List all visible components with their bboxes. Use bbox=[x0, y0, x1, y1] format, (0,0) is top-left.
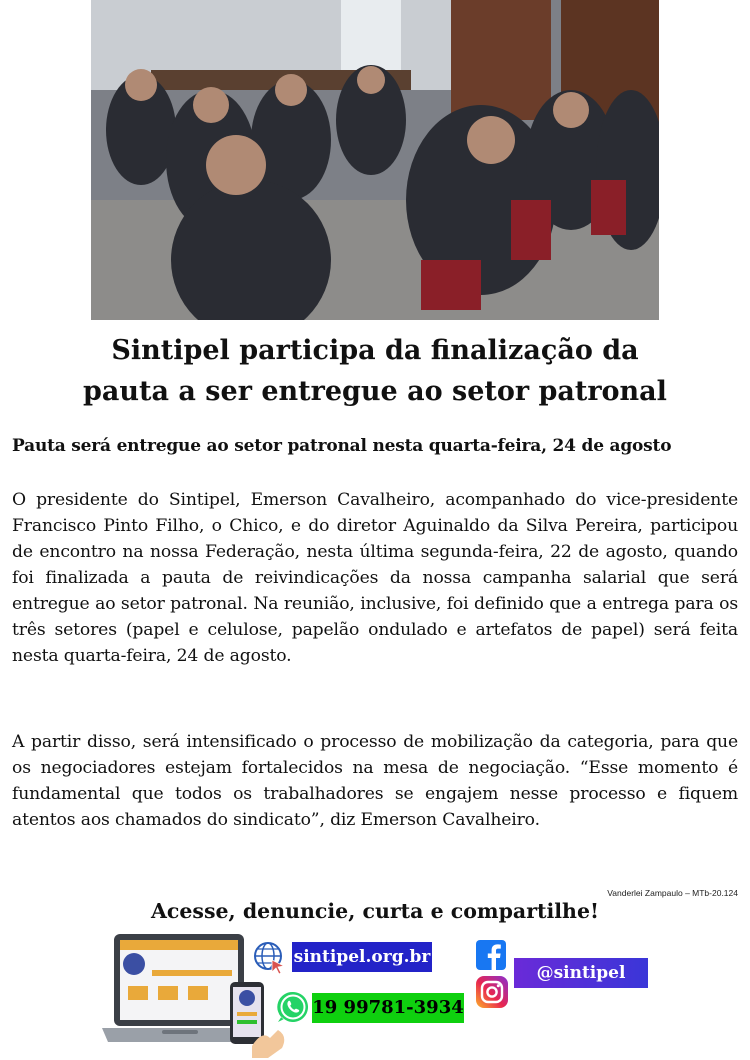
whatsapp-icon[interactable] bbox=[276, 990, 310, 1024]
call-to-action: Acesse, denuncie, curta e compartilhe! bbox=[150, 899, 600, 923]
instagram-handle[interactable]: @sintipel bbox=[514, 958, 648, 988]
body-paragraph-2: A partir disso, será intensificado o processo de mobilização da categoria, para que os negociadores estejam fortalecidos na mesa de negociação. “Esse momento é fundamental que todos os trabalhadores se engajem nesse processo e fiquem atentos aos chamados do sindicato”, diz Emerson Cavalheiro. bbox=[12, 732, 738, 830]
meeting-photo-illustration bbox=[91, 0, 659, 320]
title-line-1: Sintipel participa da finalização da bbox=[111, 335, 639, 366]
website-link[interactable]: sintipel.org.br bbox=[292, 942, 432, 972]
facebook-icon[interactable] bbox=[476, 940, 506, 970]
photo-credit: Vanderlei Zampaulo – MTb-20.124 bbox=[607, 888, 738, 898]
meeting-photo bbox=[91, 0, 659, 320]
body-paragraph-1: O presidente do Sintipel, Emerson Cavalheiro, acompanhado do vice-presidente Francisco Pinto Filho, o Chico, e do diretor Aguinaldo da Silva Pereira, participou de encontro na nossa Federação, nesta última segunda-feira, 22 de agosto, quando foi finalizada a pauta de reivindicações da nossa campanha salarial que será entregue ao setor patronal. Na reunião, inclusive, foi definido que a entrega para os três setores (papel e celulose, papelão ondulado e artefatos de papel) será feita nesta quarta-feira, 24 de agosto. bbox=[12, 490, 738, 666]
title-line-2: pauta a ser entregue ao setor patronal bbox=[83, 376, 667, 407]
instagram-icon[interactable] bbox=[476, 976, 508, 1008]
subheading: Pauta será entregue ao setor patronal nesta quarta-feira, 24 de agosto bbox=[12, 436, 672, 456]
globe-icon bbox=[252, 940, 288, 976]
page-title bbox=[0, 330, 750, 412]
whatsapp-number[interactable]: 19 99781-3934 bbox=[312, 993, 464, 1023]
